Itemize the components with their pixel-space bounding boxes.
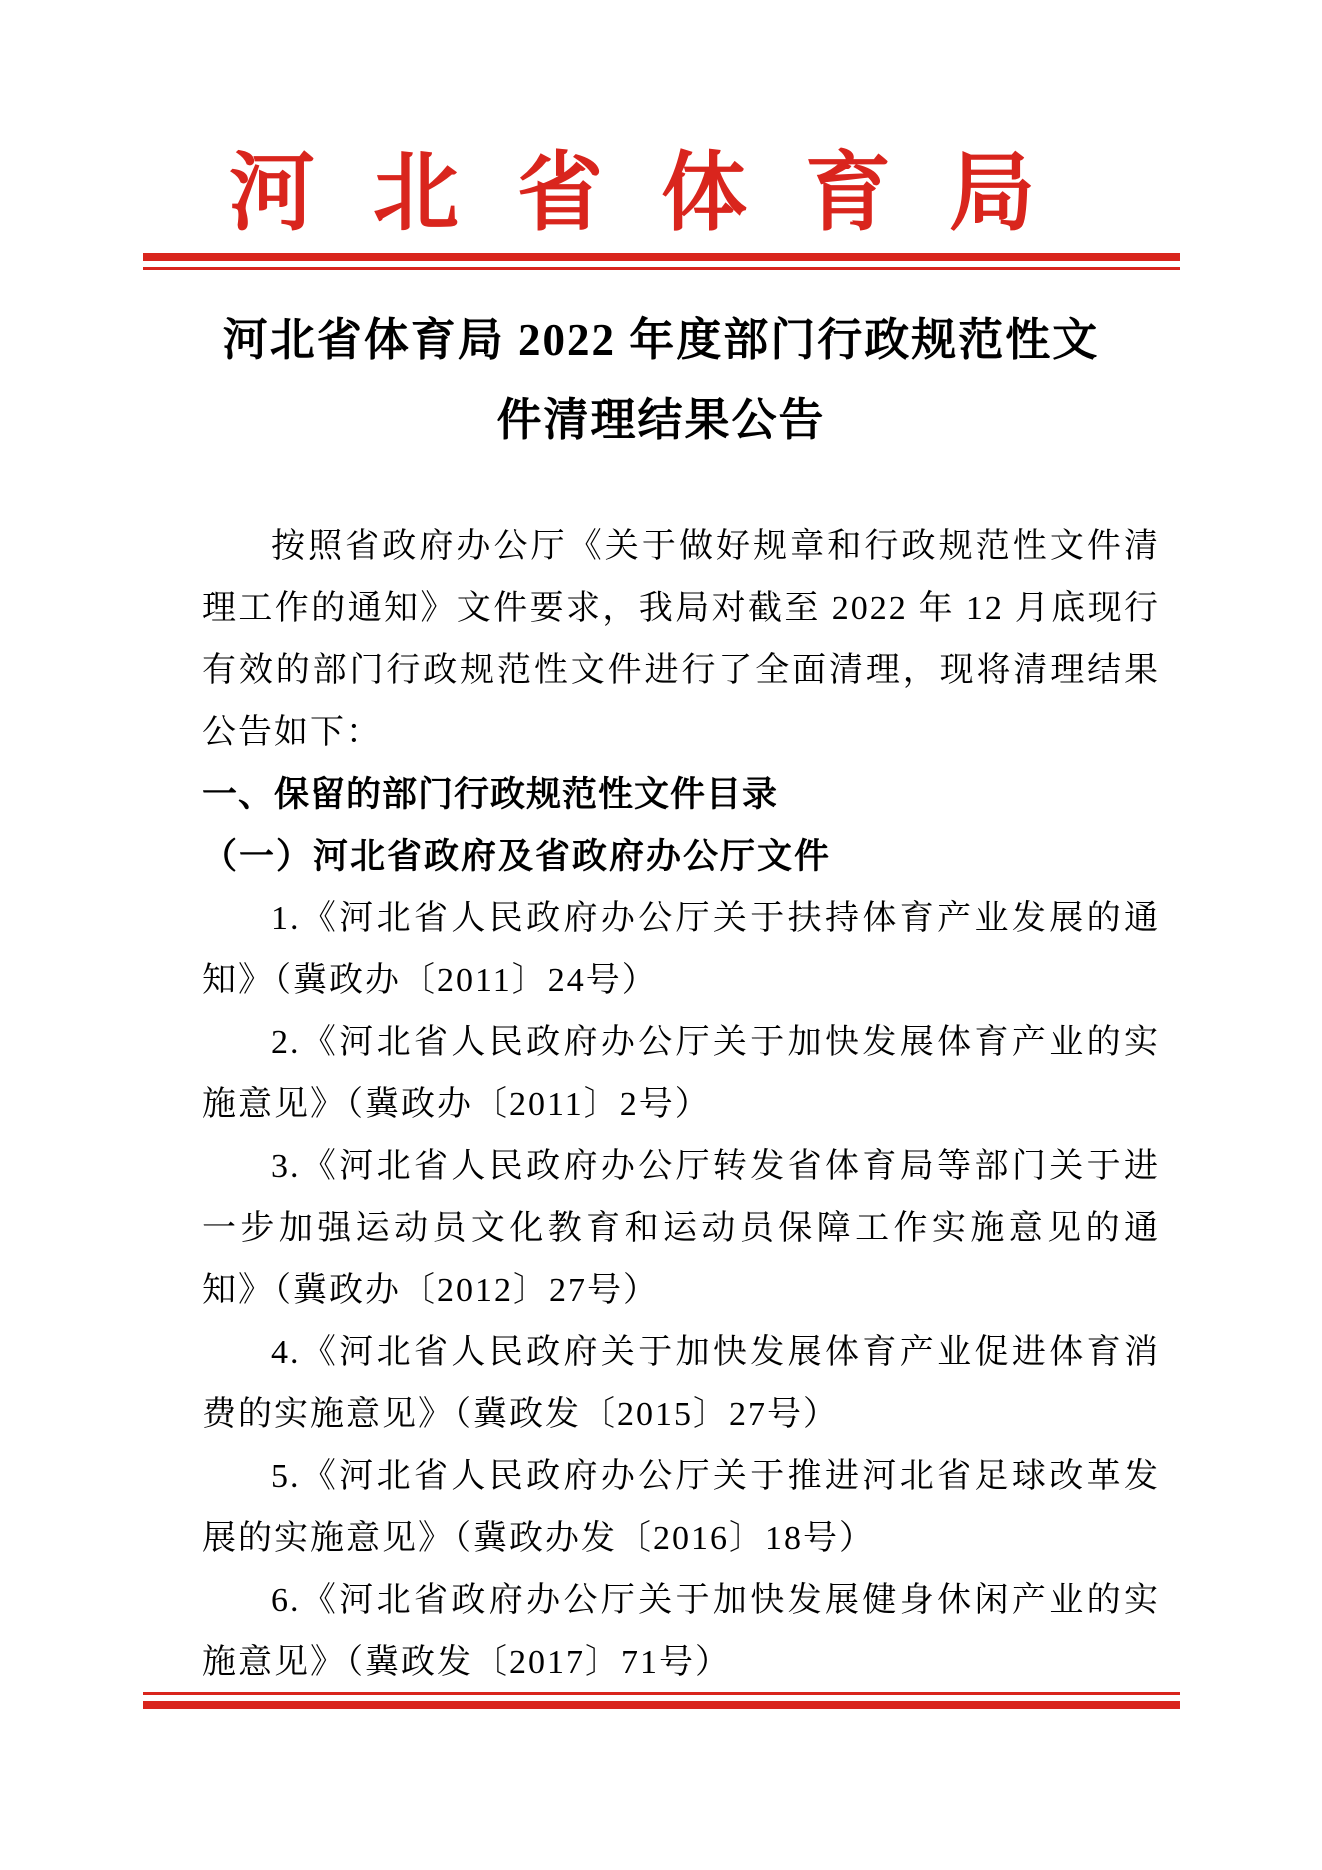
text-line-2: 理工作的通知》文件要求，我局对截至 2022 年 12 月底现行 [202,590,1160,627]
rule-bar-thin [143,267,1180,270]
text-line-7: 1.《河北省人民政府办公厅关于扶持体育产业发展的通 [271,900,1160,937]
text-line-16: 5.《河北省人民政府办公厅关于推进河北省足球改革发 [271,1458,1160,1495]
text-line-9: 2.《河北省人民政府办公厅关于加快发展体育产业的实 [271,1024,1160,1061]
text-line-11: 3.《河北省人民政府办公厅转发省体育局等部门关于进 [271,1148,1160,1185]
footer-double-rule [143,1692,1180,1709]
masthead-double-rule [143,253,1180,270]
document-body [202,516,1160,1694]
text-line-6: （一）河北省政府及省政府办公厅文件 [202,837,832,876]
text-line-4: 公告如下： [202,714,382,751]
agency-masthead-title: 河北省体育局 [229,145,1093,241]
document-title-line1: 河北省体育局 2022 年度部门行政规范性文 [222,315,1100,365]
text-line-10: 施意见》（冀政办〔2011〕2号） [202,1086,711,1123]
rule-bar-thick [143,1701,1180,1709]
text-line-18: 6.《河北省政府办公厅关于加快发展健身休闲产业的实 [271,1582,1160,1619]
text-line-17: 展的实施意见》（冀政办发〔2016〕18号） [202,1520,875,1557]
document-title [0,300,1322,460]
document-title-line2: 件清理结果公告 [496,395,826,445]
text-line-5: 一、保留的部门行政规范性文件目录 [202,775,779,814]
text-line-19: 施意见》（冀政发〔2017〕71号） [202,1644,731,1681]
text-line-1: 按照省政府办公厅《关于做好规章和行政规范性文件清 [271,528,1160,565]
text-line-15: 费的实施意见》（冀政发〔2015〕27号） [202,1396,839,1433]
text-line-12: 一步加强运动员文化教育和运动员保障工作实施意见的通 [202,1210,1160,1247]
text-line-3: 有效的部门行政规范性文件进行了全面清理，现将清理结果 [202,652,1160,689]
text-line-13: 知》（冀政办〔2012〕27号） [202,1272,659,1309]
text-line-8: 知》（冀政办〔2011〕24号） [202,962,658,999]
rule-bar-thick [143,253,1180,261]
text-line-14: 4.《河北省人民政府关于加快发展体育产业促进体育消 [271,1334,1160,1371]
